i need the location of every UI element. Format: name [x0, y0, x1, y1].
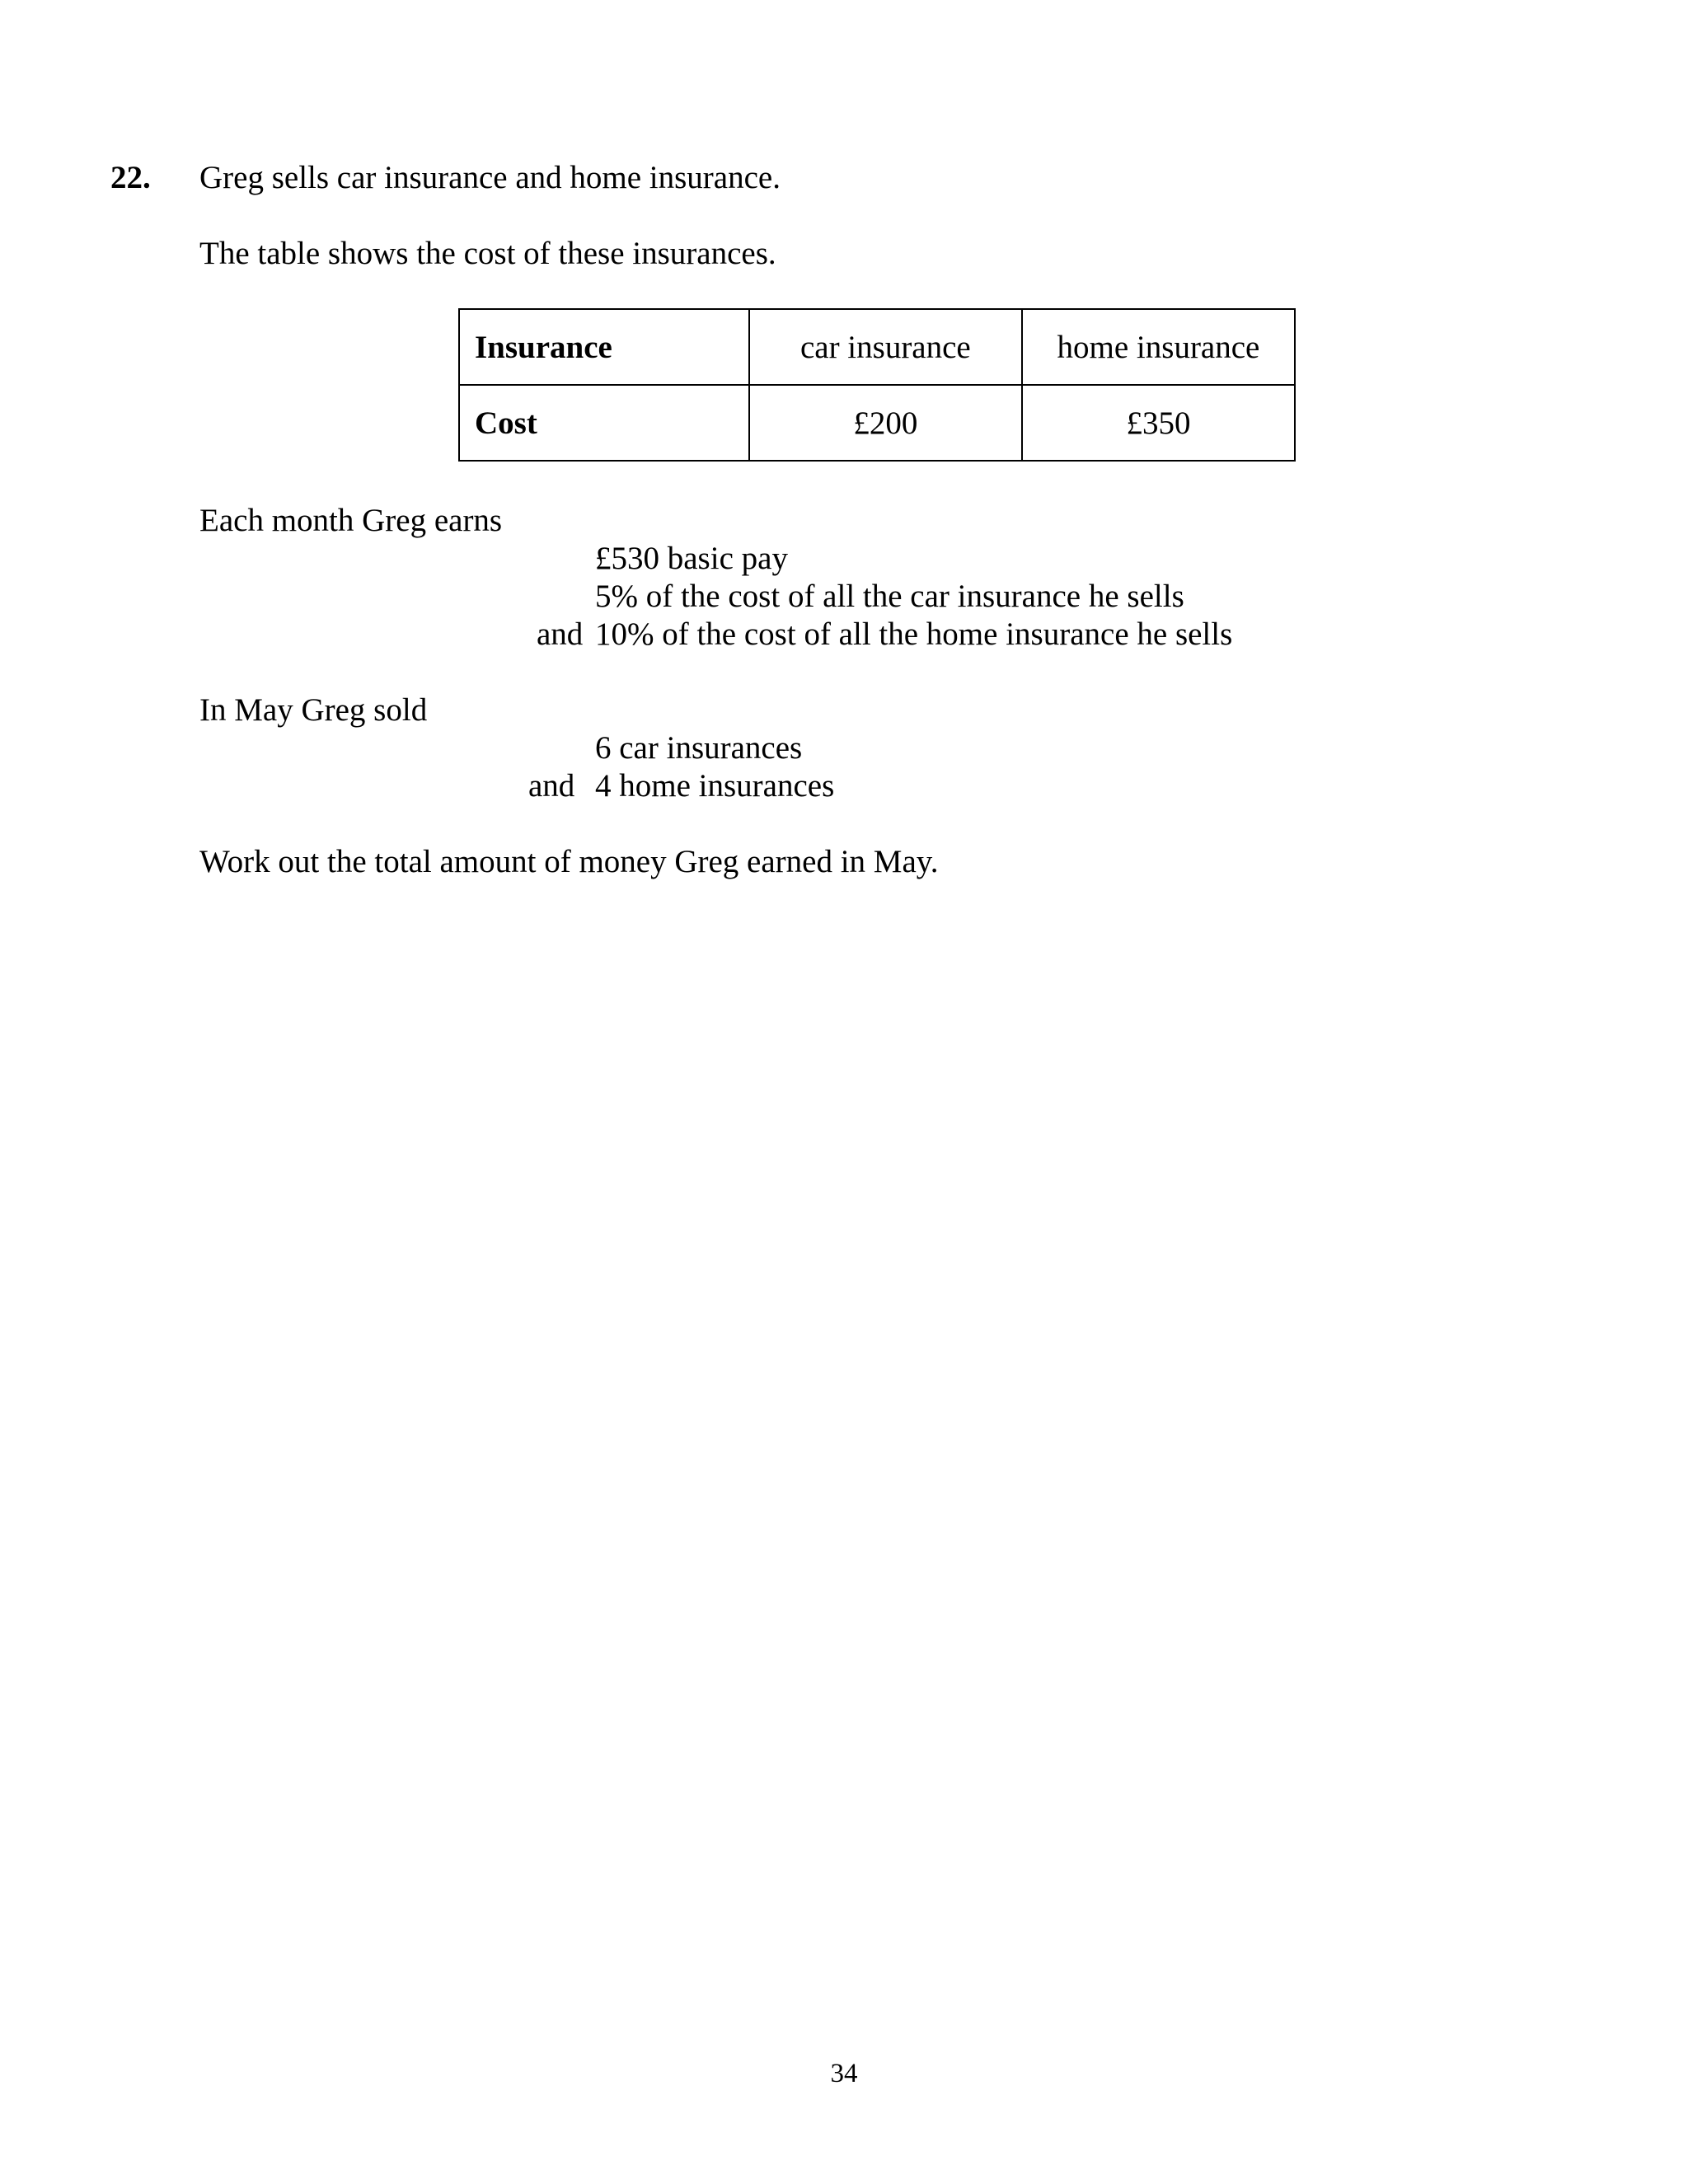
table-cell-car-cost: £200	[749, 385, 1022, 461]
sales-intro: In May Greg sold	[199, 692, 428, 728]
earnings-and-label: and	[537, 616, 584, 652]
table-cell-home-cost: £350	[1022, 385, 1295, 461]
earnings-intro: Each month Greg earns	[199, 503, 503, 538]
task-instruction: Work out the total amount of money Greg earned in May.	[199, 844, 939, 879]
earnings-item-home-commission: 10% of the cost of all the home insurance he sells	[595, 616, 1233, 652]
table-cell-home-insurance: home insurance	[1022, 309, 1295, 385]
question-intro: Greg sells car insurance and home insurance.	[199, 160, 781, 195]
table-header-cost: Cost	[459, 385, 749, 461]
table-intro: The table shows the cost of these insurances.	[199, 236, 776, 271]
table-cell-car-insurance: car insurance	[749, 309, 1022, 385]
earnings-item-car-commission: 5% of the cost of all the car insurance he sells	[595, 579, 1184, 614]
table-header-insurance: Insurance	[459, 309, 749, 385]
sales-item-car: 6 car insurances	[595, 730, 803, 766]
page-number: 34	[830, 2059, 858, 2088]
sales-item-home: 4 home insurances	[595, 768, 835, 804]
table-row	[459, 309, 1295, 385]
question-number: 22.	[110, 160, 151, 195]
insurance-cost-table	[458, 308, 1296, 462]
sales-and-label: and	[528, 768, 575, 804]
table-row	[459, 385, 1295, 461]
earnings-item-basic-pay: £530 basic pay	[595, 541, 788, 576]
